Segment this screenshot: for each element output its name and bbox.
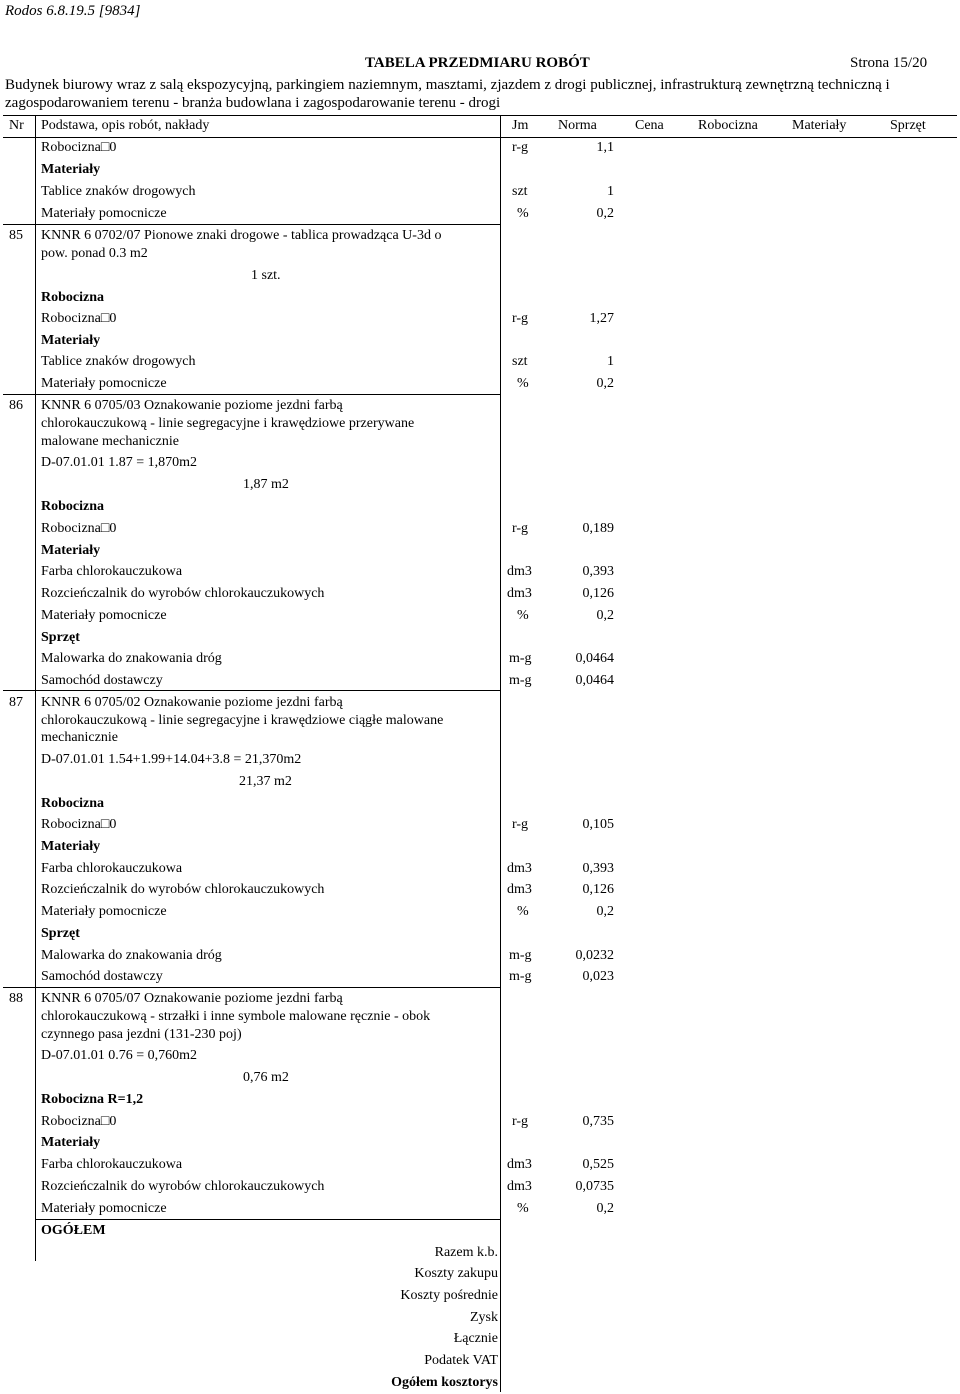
norm: 1,1	[596, 140, 614, 155]
labor-heading: Robocizna	[41, 499, 104, 514]
col-jm: Jm	[512, 118, 529, 133]
position-number: 87	[9, 695, 23, 710]
position-calc: D-07.01.01 1.54+1.99+14.04+3.8 = 21,370m2	[41, 752, 302, 767]
vline-nr	[35, 137, 36, 1261]
norm: 0,189	[582, 521, 614, 536]
norm: 0,2	[596, 608, 614, 623]
position-quantity: 1 szt.	[251, 268, 281, 283]
position-calc: D-07.01.01 1.87 = 1,870m2	[41, 455, 198, 470]
norm: 1,27	[589, 311, 614, 326]
summary-ogolem: Ogółem kosztorys	[391, 1375, 498, 1390]
position-desc-line: chlorokauczukową - strzałki i inne symbole malowane ręcznie - obok	[41, 1009, 431, 1024]
unit: szt	[512, 184, 528, 199]
unit: dm3	[507, 1179, 532, 1194]
labor-line: Robocizna□0	[41, 1114, 117, 1129]
unit: szt	[512, 354, 528, 369]
norm: 0,525	[582, 1157, 614, 1172]
separator-86	[3, 394, 500, 395]
material-line: Rozcieńczalnik do wyrobów chlorokauczukowych	[41, 1179, 325, 1194]
unit: r-g	[512, 817, 529, 832]
col-materialy: Materiały	[792, 118, 847, 133]
unit: %	[517, 1201, 529, 1216]
material-line: Materiały pomocnicze	[41, 206, 167, 221]
separator-87	[3, 690, 500, 691]
norm: 0,735	[582, 1114, 614, 1129]
separator-88	[3, 987, 500, 988]
unit: %	[517, 376, 529, 391]
unit: r-g	[512, 521, 529, 536]
position-number: 85	[9, 228, 23, 243]
equipment-line: Malowarka do znakowania dróg	[41, 651, 222, 666]
summary-koszty-zakupu: Koszty zakupu	[414, 1266, 498, 1281]
norm: 0,126	[582, 586, 614, 601]
col-podstawa: Podstawa, opis robót, nakłady	[41, 118, 210, 133]
materials-heading: Materiały	[41, 543, 101, 558]
material-line: Materiały pomocnicze	[41, 608, 167, 623]
labor-heading: Robocizna	[41, 290, 104, 305]
position-desc-line: KNNR 6 0702/07 Pionowe znaki drogowe - tablica prowadząca U-3d o	[41, 228, 442, 243]
material-line: Rozcieńczalnik do wyrobów chlorokauczukowych	[41, 586, 325, 601]
labor-line: Robocizna□0	[41, 140, 117, 155]
unit: r-g	[512, 140, 529, 155]
col-cena: Cena	[635, 118, 664, 133]
separator-85	[3, 224, 500, 225]
labor-line: Robocizna□0	[41, 311, 117, 326]
position-number: 88	[9, 991, 23, 1006]
material-line: Materiały pomocnicze	[41, 376, 167, 391]
header-top-rule	[3, 115, 957, 116]
summary-lacznie: Łącznie	[453, 1331, 498, 1346]
labor-line: Robocizna□0	[41, 817, 117, 832]
page-number: Strona 15/20	[850, 55, 928, 71]
equipment-heading: Sprzęt	[41, 630, 80, 645]
unit: m-g	[509, 948, 532, 963]
labor-heading: Robocizna R=1,2	[41, 1092, 144, 1107]
subtitle-line-1: Budynek biurowy wraz z salą ekspozycyjną, parkingiem naziemnym, masztami, zjazdem z drogi publicznej, infrastrukturą zewnętrzną techniczną i	[5, 77, 890, 93]
program-version: Rodos 6.8.19.5 [9834]	[5, 3, 141, 19]
unit: m-g	[509, 673, 532, 688]
materials-heading: Materiały	[41, 162, 101, 177]
unit: m-g	[509, 651, 532, 666]
summary-vat: Podatek VAT	[424, 1353, 498, 1368]
document-title: TABELA PRZEDMIARU ROBÓT	[365, 55, 590, 71]
unit: m-g	[509, 969, 532, 984]
norm: 0,0464	[575, 673, 614, 688]
materials-heading: Materiały	[41, 333, 101, 348]
norm: 0,0464	[575, 651, 614, 666]
norm: 0,393	[582, 564, 614, 579]
norm: 0,105	[582, 817, 614, 832]
unit: r-g	[512, 311, 529, 326]
unit: %	[517, 904, 529, 919]
materials-heading: Materiały	[41, 839, 101, 854]
position-desc-line: pow. ponad 0.3 m2	[41, 246, 148, 261]
material-line: Farba chlorokauczukowa	[41, 1157, 183, 1172]
norm: 0,393	[582, 861, 614, 876]
position-desc-line: malowane mechanicznie	[41, 434, 179, 449]
header-bottom-rule	[3, 137, 957, 138]
norm: 0,0232	[575, 948, 614, 963]
position-quantity: 1,87 m2	[243, 477, 289, 492]
summary-razem: Razem k.b.	[434, 1245, 498, 1260]
position-quantity: 0,76 m2	[243, 1070, 289, 1085]
equipment-heading: Sprzęt	[41, 926, 80, 941]
unit: dm3	[507, 564, 532, 579]
position-quantity: 21,37 m2	[239, 774, 292, 789]
labor-line: Robocizna□0	[41, 521, 117, 536]
col-robocizna: Robocizna	[698, 118, 758, 133]
norm: 0,2	[596, 1201, 614, 1216]
vline-desc	[500, 137, 501, 1392]
unit: %	[517, 608, 529, 623]
norm: 0,126	[582, 882, 614, 897]
col-sprzet: Sprzęt	[890, 118, 926, 133]
separator-summary	[35, 1219, 500, 1220]
position-desc-line: KNNR 6 0705/02 Oznakowanie poziome jezdni farbą	[41, 695, 343, 710]
equipment-line: Samochód dostawczy	[41, 673, 163, 688]
equipment-line: Malowarka do znakowania dróg	[41, 948, 222, 963]
summary-koszty-posrednie: Koszty pośrednie	[400, 1288, 498, 1303]
norm: 1	[607, 354, 614, 369]
position-number: 86	[9, 398, 23, 413]
unit: %	[517, 206, 529, 221]
unit: dm3	[507, 586, 532, 601]
position-calc: D-07.01.01 0.76 = 0,760m2	[41, 1048, 198, 1063]
unit: r-g	[512, 1114, 529, 1129]
norm: 0,023	[582, 969, 614, 984]
norm: 0,0735	[575, 1179, 614, 1194]
unit: dm3	[507, 1157, 532, 1172]
position-desc-line: mechanicznie	[41, 730, 118, 745]
material-line: Rozcieńczalnik do wyrobów chlorokauczukowych	[41, 882, 325, 897]
position-desc-line: KNNR 6 0705/07 Oznakowanie poziome jezdni farbą	[41, 991, 343, 1006]
norm: 0,2	[596, 206, 614, 221]
position-desc-line: chlorokauczukową - linie segregacyjne i krawędziowe przerywane	[41, 416, 415, 431]
vline-nr-head	[35, 115, 36, 137]
col-nr: Nr	[9, 118, 24, 133]
position-desc-line: czynnego pasa jezdni (131-230 poj)	[41, 1027, 242, 1042]
unit: dm3	[507, 882, 532, 897]
position-desc-line: chlorokauczukową - linie segregacyjne i krawędziowe ciągłe malowane	[41, 713, 444, 728]
materials-heading: Materiały	[41, 1135, 101, 1150]
col-norma: Norma	[558, 118, 597, 133]
subtitle-line-2: zagospodarowaniem terenu - branża budowlana i zagospodarowanie terenu - drogi	[5, 95, 501, 111]
summary-heading: OGÓŁEM	[41, 1223, 106, 1238]
position-desc-line: KNNR 6 0705/03 Oznakowanie poziome jezdni farbą	[41, 398, 343, 413]
vline-desc-head	[500, 115, 501, 137]
material-line: Materiały pomocnicze	[41, 904, 167, 919]
material-line: Tablice znaków drogowych	[41, 354, 196, 369]
material-line: Farba chlorokauczukowa	[41, 564, 183, 579]
equipment-line: Samochód dostawczy	[41, 969, 163, 984]
labor-heading: Robocizna	[41, 796, 104, 811]
unit: dm3	[507, 861, 532, 876]
norm: 0,2	[596, 376, 614, 391]
material-line: Farba chlorokauczukowa	[41, 861, 183, 876]
norm: 1	[607, 184, 614, 199]
summary-zysk: Zysk	[470, 1310, 498, 1325]
material-line: Materiały pomocnicze	[41, 1201, 167, 1216]
norm: 0,2	[596, 904, 614, 919]
material-line: Tablice znaków drogowych	[41, 184, 196, 199]
